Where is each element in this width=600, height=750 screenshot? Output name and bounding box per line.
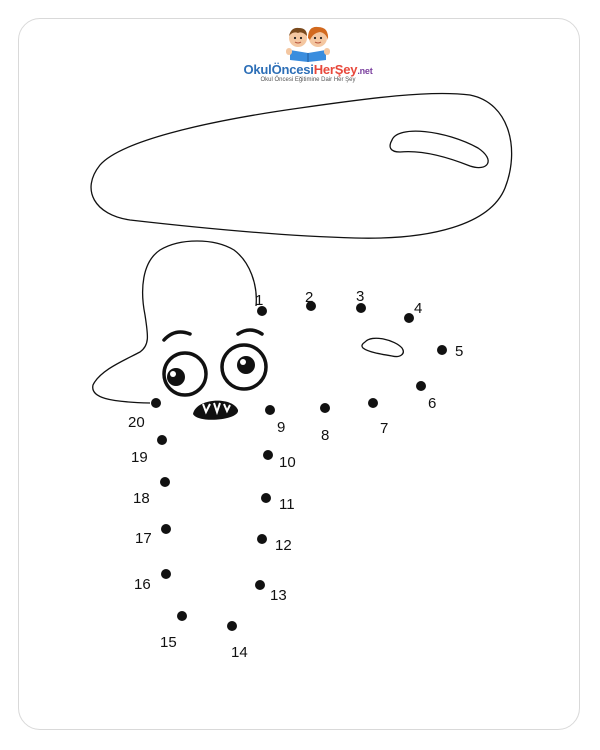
monster-face (164, 330, 266, 420)
cloud-highlight (390, 131, 488, 167)
dot-label-13: 13 (270, 587, 287, 604)
logo-name-part2: HerŞey (313, 62, 358, 77)
dot-label-9: 9 (277, 419, 286, 436)
dot-10 (263, 450, 273, 460)
dot-9 (265, 405, 275, 415)
dot-15 (177, 611, 187, 621)
dot-label-14: 14 (231, 644, 248, 661)
logo-tagline: Okul Öncesi Eğitimine Dair Her Şey (260, 77, 356, 83)
dot-label-8: 8 (321, 427, 330, 444)
dot-label-11: 11 (279, 496, 295, 513)
dot-5 (437, 345, 447, 355)
dot-label-1: 1 (255, 292, 264, 309)
dot-6 (416, 381, 426, 391)
logo-name-part1: OkulÖncesi (243, 62, 314, 77)
dot-label-10: 10 (279, 454, 296, 471)
dot-18 (160, 477, 170, 487)
dot-13 (255, 580, 265, 590)
dot-label-16: 16 (134, 576, 151, 593)
dot-label-7: 7 (380, 420, 389, 437)
dot-16 (161, 569, 171, 579)
dot-label-17: 17 (135, 530, 152, 547)
dot-label-2: 2 (305, 289, 314, 306)
dot-label-12: 12 (275, 537, 292, 554)
logo-name-part3: .net (357, 66, 373, 76)
dot-7 (368, 398, 378, 408)
dot-19 (157, 435, 167, 445)
dot-label-15: 15 (160, 634, 177, 651)
dot-12 (257, 534, 267, 544)
dot-label-20: 20 (128, 414, 145, 431)
dot-label-4: 4 (414, 300, 423, 317)
dots-layer (128, 288, 463, 661)
ghost-cloud-outline (91, 93, 512, 238)
dot-4 (404, 313, 414, 323)
dot-label-19: 19 (131, 449, 148, 466)
dot-17 (161, 524, 171, 534)
ghost-pill-shape (362, 338, 403, 356)
dot-20 (151, 398, 161, 408)
dot-8 (320, 403, 330, 413)
dot-label-3: 3 (356, 288, 365, 305)
dot-14 (227, 621, 237, 631)
dot-label-18: 18 (133, 490, 150, 507)
dot-label-5: 5 (455, 343, 464, 360)
dot-label-6: 6 (428, 395, 437, 412)
dot-11 (261, 493, 271, 503)
